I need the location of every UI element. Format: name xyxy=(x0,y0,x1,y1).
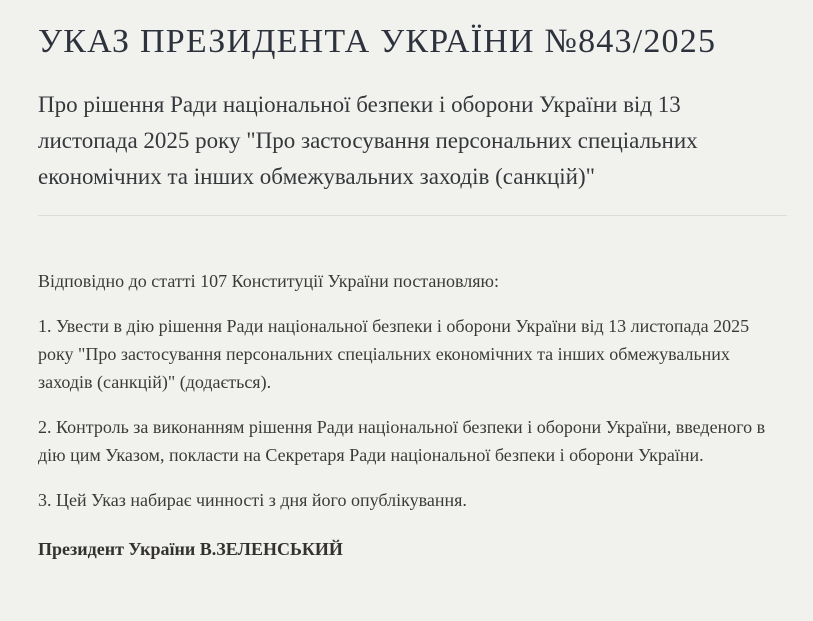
section-divider xyxy=(38,215,787,216)
decree-clause-1: 1. Увести в дію рішення Ради національної безпеки і оборони України від 13 листопада 2025 року "Про застосування персональних спеціальних економічних та інших обмежувальних заходів (санкцій)" (додається). xyxy=(38,316,750,393)
decree-clause-3: 3. Цей Указ набирає чинності з дня його опублікування. xyxy=(38,490,467,511)
decree-title: УКАЗ ПРЕЗИДЕНТА УКРАЇНИ №843/2025 xyxy=(38,23,717,60)
decree-subtitle: Про рішення Ради національної безпеки і оборони України від 13 листопада 2025 року "Про застосування персональних спеціальних економічних та інших обмежувальних заходів (санкцій)" xyxy=(38,92,698,190)
decree-clause-2: 2. Контроль за виконанням рішення Ради національної безпеки і оборони України, введеного в дію цим Указом, покласти на Секретаря Ради національної безпеки і оборони України. xyxy=(38,417,766,466)
decree-signature: Президент України В.ЗЕЛЕНСЬКИЙ xyxy=(38,539,343,560)
decree-preamble: Відповідно до статті 107 Конституції України постановляю: xyxy=(38,271,499,292)
